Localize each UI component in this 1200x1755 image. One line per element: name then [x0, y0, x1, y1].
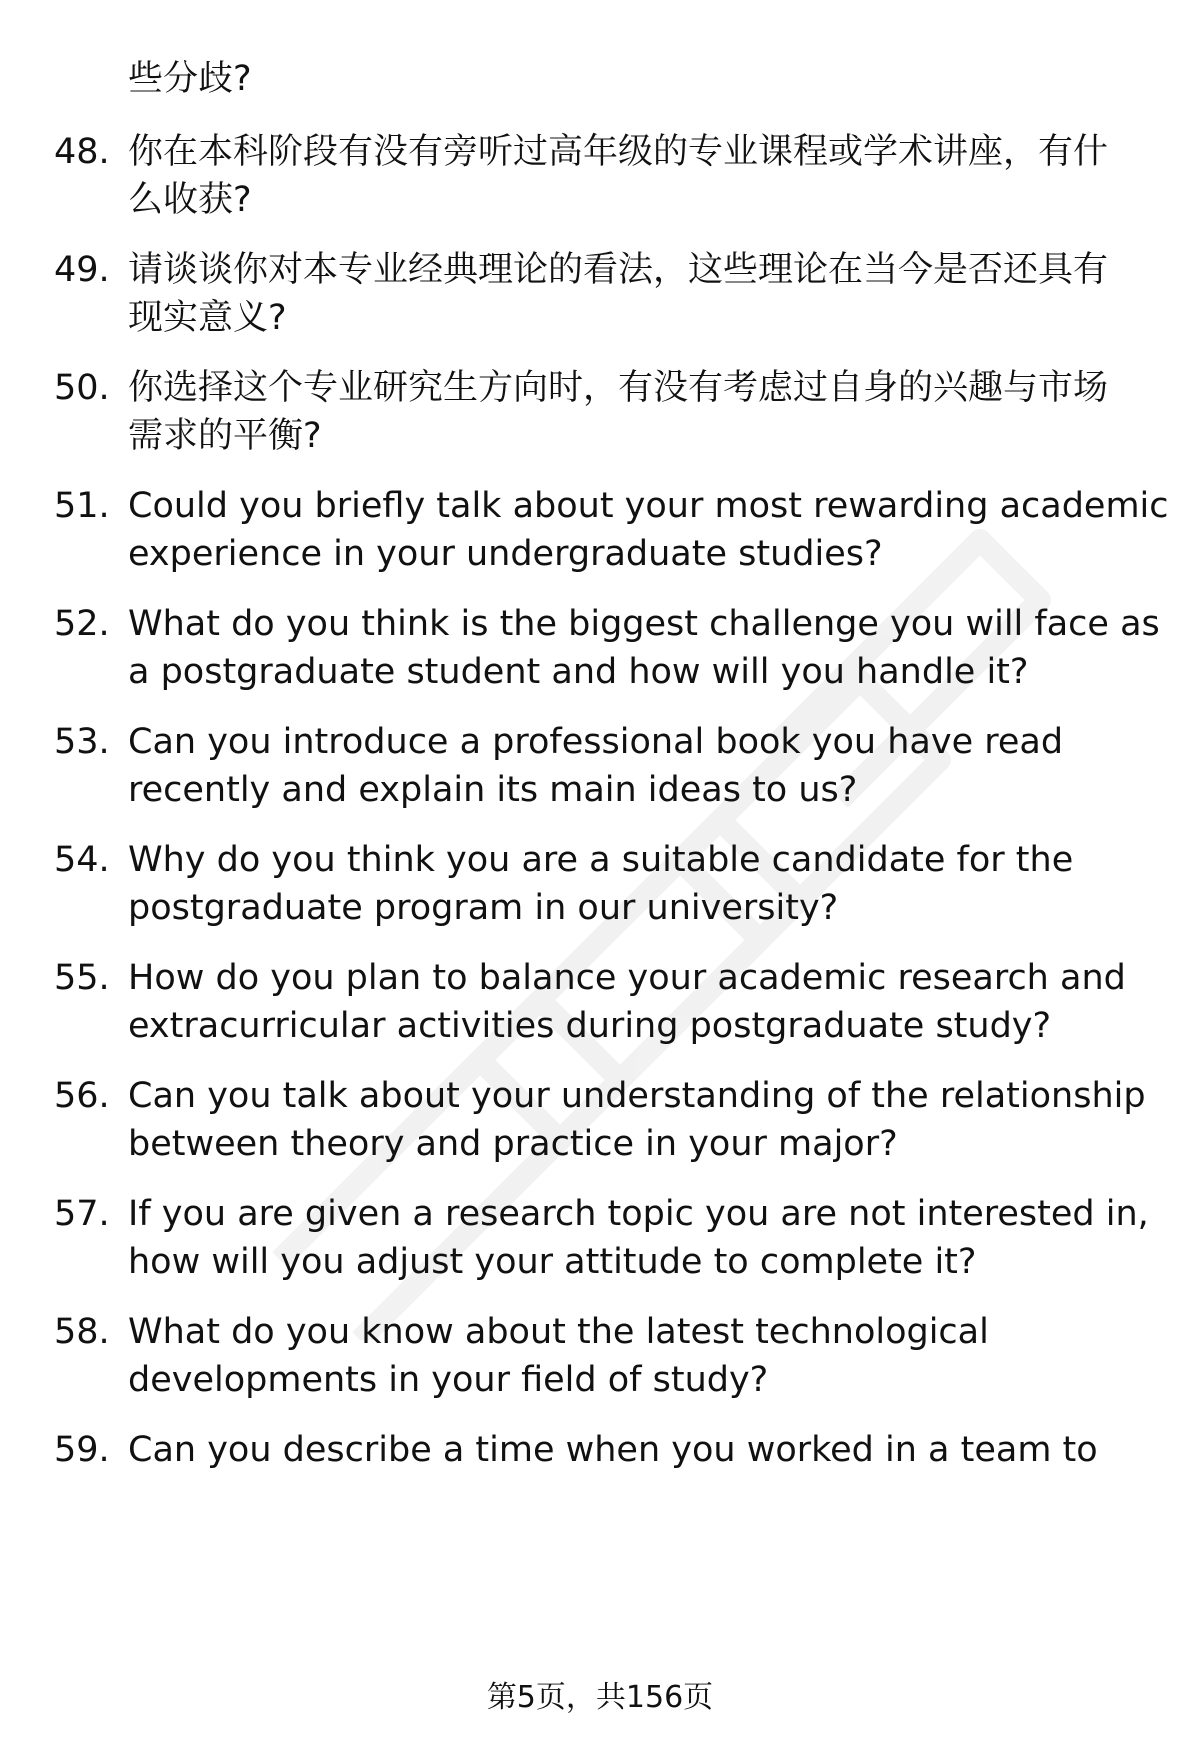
- question-number: 53.: [54, 722, 110, 762]
- question-text-line: 你选择这个专业研究生方向时，有没有考虑过自身的兴趣与市场: [128, 368, 1109, 408]
- question-text-line: developments in your field of study?: [128, 1360, 769, 1400]
- question-text-line: Could you briefly talk about your most rewarding academic: [128, 486, 1169, 526]
- question-number: 52.: [54, 604, 110, 644]
- question-text-line: Can you talk about your understanding of the relationship: [128, 1076, 1146, 1116]
- question-number: 55.: [54, 958, 110, 998]
- question-number: 57.: [54, 1194, 110, 1234]
- question-text-line: What do you know about the latest technological: [128, 1312, 989, 1352]
- question-text-line: between theory and practice in your major?: [128, 1124, 898, 1164]
- question-text-line: Can you describe a time when you worked in a team to: [128, 1430, 1098, 1470]
- question-text-line: extracurricular activities during postgraduate study?: [128, 1006, 1052, 1046]
- question-text-line: 现实意义?: [128, 298, 287, 338]
- question-text-line: a postgraduate student and how will you handle it?: [128, 652, 1029, 692]
- question-number: 50.: [54, 368, 110, 408]
- question-text-line: 些分歧?: [128, 59, 252, 99]
- question-number: 49.: [54, 250, 110, 290]
- question-text-line: Why do you think you are a suitable candidate for the: [128, 840, 1074, 880]
- question-text-line: 么收获?: [128, 180, 252, 220]
- question-text-line: 需求的平衡?: [128, 416, 322, 456]
- question-number: 56.: [54, 1076, 110, 1116]
- page-footer: 第5页，共156页: [486, 1680, 714, 1715]
- question-number: 58.: [54, 1312, 110, 1352]
- question-text-line: 你在本科阶段有没有旁听过高年级的专业课程或学术讲座，有什: [128, 132, 1109, 172]
- question-number: 51.: [54, 486, 110, 526]
- question-text-line: recently and explain its main ideas to us?: [128, 770, 858, 810]
- question-text-line: how will you adjust your attitude to complete it?: [128, 1242, 977, 1282]
- question-number: 54.: [54, 840, 110, 880]
- question-text-line: experience in your undergraduate studies?: [128, 534, 883, 574]
- question-text-line: How do you plan to balance your academic research and: [128, 958, 1126, 998]
- question-text-line: If you are given a research topic you are not interested in,: [128, 1194, 1149, 1234]
- question-number: 59.: [54, 1430, 110, 1470]
- question-text-line: Can you introduce a professional book you have read: [128, 722, 1064, 762]
- question-number: 48.: [54, 132, 110, 172]
- question-text-line: 请谈谈你对本专业经典理论的看法，这些理论在当今是否还具有: [128, 250, 1109, 290]
- question-text-line: postgraduate program in our university?: [128, 888, 839, 928]
- question-text-line: What do you think is the biggest challenge you will face as: [128, 604, 1160, 644]
